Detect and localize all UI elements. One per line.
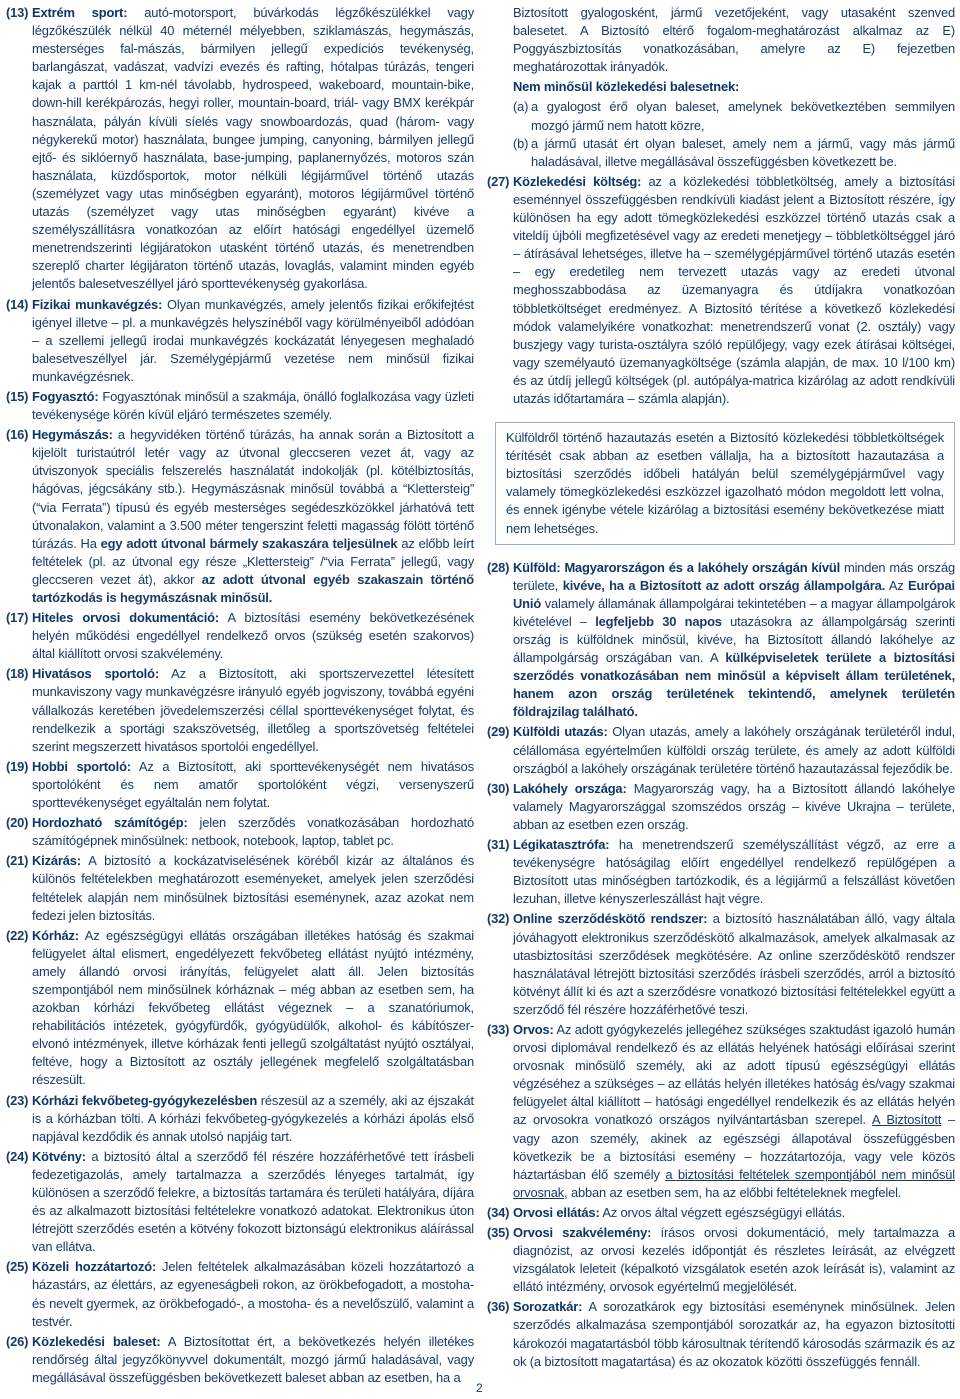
term: Kórházi fekvőbeteg-gyógykezelésben: [32, 1092, 258, 1108]
item-number: (30): [487, 780, 510, 796]
definition-text: Olyan utazás, amely a lakóhely országának területéről indul, célállomása egyértelműen külföldi ország területe, és amely az adott külföldi országból a lakóhely országának területére történő hazautazással fejeződik be.: [513, 724, 956, 776]
definition-13: [6, 4, 474, 294]
term: Közlekedési baleset:: [32, 1333, 161, 1349]
definition-36: [487, 1298, 955, 1370]
term: Külföld: Magyarországon és a lakóhely országán kívül: [513, 559, 841, 575]
item-number: (15): [6, 388, 29, 404]
definition-20: [6, 814, 474, 850]
definition-28: [487, 559, 955, 722]
definition-text: A Biztosítottat ért, a bekövetkezés helyén illetékes rendőrség által jegyzőkönyvvel dokumentált, mozgó jármű haladásával, vagy megállásával összefüggésben bekövetkezett baleset abban az esetben, ha a: [32, 1333, 474, 1385]
item-number: (17): [6, 610, 29, 626]
item-number: (34): [487, 1204, 510, 1220]
term: Extrém sport:: [32, 5, 128, 20]
item-number: (23): [6, 1092, 29, 1108]
definition-text: Az a Biztosított, aki sportszervezettel létesített munkaviszony vagy munkavégzésre irányuló egyéb jogviszony, továbbá egyéni vállalkozás keretében jövedelemszerzési céllal sporttevékenységet folytat, és rendelkezik a sportági szakszövetség, illetőleg a sportszövetség feltételei szerint megszerzett hivatásos sportolói engedéllyel.: [32, 666, 474, 754]
term: Fogyasztó:: [32, 388, 99, 404]
exclusion-heading: Nem minősül közlekedési balesetnek:: [513, 79, 740, 95]
definition-text: Olyan munkavégzés, amely jelentős fizikai erőkifejtést igényel illetve – pl. a munkavégzés helyszínéből vagy körülményeiből adódóan – a szellemi jellegű irodai munkavégzés kockázatát lényegesen meghaladó balesetveszéllyel jár. Személygépjármű vezetése nem minősül fizikai munkavégzésnek.: [32, 296, 474, 384]
item-number: (25): [6, 1259, 29, 1275]
bold-clause: Európai Unió: [513, 577, 955, 611]
item-number: (13): [6, 5, 29, 20]
definition-35: [487, 1224, 955, 1296]
item-number: (36): [487, 1299, 510, 1315]
definition-text: A biztosító a kockázatviselésének köréből kizár az általános és különös feltételekben meghatározott eseményeket, amelyek jelen szerződési feltételek alapján nem minősülnek biztosítási eseménynek, azaz azokat nem fedezi jelen biztosítás.: [32, 853, 474, 923]
definition-text: minden más ország területe,: [513, 559, 955, 593]
sub-text: a gyalogost érő olyan baleset, amelynek bekövetkeztében semmilyen mozgó jármű nem hatott közre,: [531, 99, 955, 133]
term: Hiteles orvosi dokumentáció:: [32, 610, 220, 626]
definition-27: [487, 173, 955, 408]
term: Online szerződéskötő rendszer:: [513, 911, 708, 927]
item-number: (24): [6, 1148, 29, 1164]
definition-text: Az egészségügyi ellátás országában illetékes hatóság és szakmai felügyelet által elismert, engedélyezett fekvőbeteg ellátást nyújtó intézmény, amely állandó orvosi irányítás, felügyelet alatt áll. Jelen biztosítás szempontjából nem minősülnek kórháznak – még abban az esetben sem, ha azokban kórházi fekvőbeteg ellátást végeznek – a szanatóriumok, rehabilitációs intézetek, gyógyfürdők, gyógyüdülők, alkohol- és kábítószer-elvonó intézmények, illetve kórházak fenti jellegű szolgáltatást nyújtó osztályai, feltéve, hogy a Biztosított az osztály jellegének megfelelő szolgáltatásban részesült.: [32, 927, 474, 1088]
underlined-clause: a biztosítási feltételek szempontjából nem minősül orvosnak: [513, 1166, 955, 1200]
definition-text: Biztosított gyalogosként, jármű vezetőjeként, vagy utasaként szenved balesetet. A Biztosító eltérő fogalom-meghatározást alkalmaz az E) Poggyászbiztosítás vonatkozásában, amelyre az E) fejezetben meghatározottak irányadók.: [513, 5, 955, 75]
term: Hordozható számítógép:: [32, 815, 188, 831]
definition-text: Az: [885, 577, 909, 593]
definition-14: [6, 296, 474, 386]
term: Kizárás:: [32, 853, 81, 869]
definition-text: a biztosító használatában álló, vagy általa jóváhagyott elektronikus szerződéskötő alkalmazások, amelyek alkalmasak az utasbiztosítási szerződések megkötésére. Az online szerződéskötő rendszer használatával létrejött biztosítási szerződés írásbeli szerződés, arról a biztosító kötvényt állít ki és azt a szerződésre vonatkozó biztosítási feltételekkel együtt a szerződő fél részére hozzáférhetővé teszi.: [513, 911, 955, 1017]
exclusion-item-b: [513, 135, 955, 171]
definition-text: Magyarország vagy, ha a Biztosított állandó lakóhelye valamely Magyarországgal szomszédos ország – kivéve Ukrajna – területe, abban az esetben ezen ország.: [513, 780, 955, 832]
definition-18: [6, 665, 474, 755]
definition-text: – vagy azon személy, akinek az egészségi állapotával összefüggésben következik be a biztosítási esemény – hozzátartozója, vagy vele közös háztartásban élő személy: [513, 1112, 956, 1182]
sub-label: (a): [513, 99, 529, 115]
definition-text: a hegyvidéken történő túrázás, ha annak során a Biztosított a kijelölt turistaútról letér vagy az útvonal gleccseren vezet át, vagy az útviszonyok speciális felszerelés használatát indokolják (pl. kötélbiztosítás, hágóvas, jégcsákány stb.). Hegymászásnak minősül továbbá a “Klettersteig” (“via Ferrata”) típusú és egyéb mesterséges segédeszközökkel járhatóvá tett útvonalakon, valamint a 3.500 méter tengerszint feletti magasság fölött történő túrázás. Ha: [32, 427, 474, 551]
definition-text: Az a Biztosított, aki sporttevékenységét nem hivatásos sportolóként és nem amatőr sportolóként végzi, versenyszerű sporttevékenységet egyáltalán nem folytat.: [32, 758, 474, 811]
bold-clause: egy adott útvonal bármely szakaszára teljesülnek: [100, 535, 398, 551]
definition-33: [487, 1021, 955, 1202]
definition-25: [6, 1258, 474, 1330]
definition-21: [6, 852, 474, 924]
term: Hivatásos sportoló:: [32, 666, 159, 682]
definition-text: Jelen feltételek alkalmazásában közeli hozzátartozó a házastárs, az élettárs, az egyeneságbeli rokon, az örökbefogadott, a mostoha- és nevelt gyermek, az örökbefogadó-, a mostoha- és a nevelőszülő, valamint a testvér.: [32, 1259, 474, 1329]
item-number: (21): [6, 853, 29, 869]
left-column: [6, 4, 474, 1389]
definition-15: [6, 388, 474, 424]
right-column: [487, 4, 955, 1373]
definition-29: [487, 723, 955, 777]
item-number: (33): [487, 1021, 510, 1037]
definition-26: [6, 1333, 474, 1387]
notice-box: [495, 422, 955, 545]
definition-text: a biztosító által a szerződő fél részére hozzáférhetővé tett írásbeli fedezetigazolás, amely tartalmazza a szerződés lényeges tartalmát, így különösen a szerződő felekre, a biztosítás tartamára és területi hatályára, díjára és az alkalmazott biztosítási feltételekre vonatkozó adatokat. Elektronikus úton létrejött szerződés esetén a kötvény fokozott biztonságú elektronikus aláírással van ellátva.: [32, 1148, 474, 1255]
definition-31: [487, 836, 955, 908]
term: Kórház:: [32, 927, 79, 943]
definition-text: Fogyasztónak minősül a szakmája, önálló foglalkozása vagy üzleti tevékenysége körén kívül eljáró természetes személy.: [32, 388, 474, 423]
definition-text: valamely államának állampolgárai tekintetében – a magyar állampolgárok kivételével –: [513, 595, 955, 629]
item-number: (19): [6, 758, 29, 774]
item-number: (20): [6, 815, 29, 831]
term: Orvosi szakvélemény:: [513, 1225, 652, 1240]
definition-text: részesül az a személy, aki az éjszakát is a kórházban tölti. A kórházi fekvőbeteg-gyógykezelés a kórházi ápolás első napjával kezdődik és annak utolsó napjáig tart.: [32, 1092, 474, 1144]
item-number: (26): [6, 1333, 29, 1349]
definition-19: [6, 758, 474, 812]
item-number: (28): [487, 559, 510, 575]
item-number: (32): [487, 911, 510, 927]
term: Légikatasztrófa:: [513, 837, 610, 853]
page-number: 2: [476, 1381, 483, 1395]
sub-label: (b): [513, 135, 529, 151]
bold-clause: legfeljebb 30 napos: [595, 613, 722, 629]
term: Fizikai munkavégzés:: [32, 296, 163, 312]
item-number: (22): [6, 927, 29, 943]
definition-16: [6, 426, 474, 607]
term: Lakóhely országa:: [513, 780, 627, 796]
definition-text: A biztosítási esemény bekövetkezésének helyén működési engedéllyel rendelkező orvos (szükség esetén szakorvos) által kiállított orvosi szakvélemény.: [32, 610, 474, 662]
bold-clause: kivéve, ha a Biztosított az adott ország állampolgára.: [562, 577, 886, 593]
item-number: (35): [487, 1225, 510, 1240]
item-number: (14): [6, 296, 29, 312]
definition-text: az a közlekedési többletköltség, amely a biztosítási eseménnyel összefüggésben rendkívüli kiadást jelent a Biztosított részére, így különösen ha egy adott tömegközlekedési eszközzel történő utazás csak a viteldíj újbóli megfizetésével vagy az eredeti menetjegy – többletköltséggel járó – átírásával lehetséges, illetve ha – személygépjárművel történő utazás esetén – egy eredetileg nem tervezett utazás vagy az eredeti útvonal meghosszabbodása az üzemanyagra és útdíjakra vonatkozóan többletköltséget eredményez. A Biztosító térítése a következő közlekedési módok valamelyikére vonatkozhat: menetrendszerű vonat (2. osztály) vagy buszjegy vagy turista-osztályra szóló repülőjegy, vagy ezek átírásai költségei, vagy személyautó üzemanyagköltsége (számla alapján, de max. 10 l/100 km) és az útdíj jellegű költségek (pl. autópálya-matrica kizárólag az adott rendkívüli utazás időtartamára – számla alapján).: [513, 173, 955, 406]
item-number: (27): [487, 173, 510, 189]
definition-text: Az adott gyógykezelés jellegéhez szükséges szaktudást igazoló humán orvosi diplomával rendelkező és az ellátás helyének hatósági előírásai szerint orvosnak minősülő személy, aki az adott típusú egészségügyi ellátás végzéséhez a szükséges – az ellátás helyén illetékes hatóság és/vagy szakmai felügyelet által kiállított – hatósági engedéllyel rendelkezik és az ellátás helyén az orvosokra vonatkozó országos nyilvántartásban szerepel.: [513, 1021, 955, 1128]
term: Hegymászás:: [32, 427, 113, 443]
term: Kötvény:: [32, 1148, 86, 1164]
definition-23: [6, 1092, 474, 1146]
item-number: (29): [487, 724, 510, 740]
exclusion-item-a: [513, 98, 955, 134]
bold-clause: az adott útvonal egyéb szakaszain történő tartózkodás is hegymászásnak minősül.: [32, 571, 474, 605]
definition-30: [487, 780, 955, 834]
definition-17: [6, 609, 474, 663]
definition-text: utazásokra az állampolgárság szerinti ország is külföldnek minősül, kivéve, ha Biztosított állandó lakóhelye az állampolgárság országában van. A: [513, 613, 955, 666]
term: Hobbi sportoló:: [32, 758, 131, 774]
item-number: (31): [487, 837, 510, 853]
term: Sorozatkár:: [513, 1299, 583, 1315]
definition-text: Az orvos által végzett egészségügyi ellátás.: [599, 1204, 846, 1220]
item-number: (18): [6, 666, 29, 682]
definition-text: A sorozatkárok egy biztosítási eseménynek minősülnek. Jelen szerződés alkalmazása szempontjából sorozatkár az, ha egyazon biztosítotti károkozói magatartásból több károsultnak térítendő károsodás származik és az ok (a biztosított magatartása) és az okozatok közötti összefüggés fennáll.: [513, 1299, 955, 1369]
term: Közeli hozzátartozó:: [32, 1259, 157, 1275]
definition-24: [6, 1148, 474, 1257]
sub-text: a jármű utasát ért olyan baleset, amely nem a jármű, vagy más jármű haladásával, illetve megállásával összefüggésben következett be.: [531, 135, 955, 169]
definition-22: [6, 927, 474, 1090]
definition-text: , abban az esetben sem, ha az előbbi feltételeknek megfelel.: [564, 1184, 902, 1200]
term: Közlekedési költség:: [513, 173, 642, 189]
definition-26-continued: [487, 4, 955, 76]
definition-text: ha menetrendszerű személyszállítást végző, az erre a tevékenységre hatóságilag előírt engedéllyel rendelkező repülőgépen a Biztosított utas minőségben tartózkodik, és a légijármű a felszállást követően lezuhan, illetve kényszerleszállást hajt végre.: [513, 837, 955, 907]
definition-text: jelen szerződés vonatkozásában hordozható számítógépnek minősülnek: netbook, notebook, laptop, tablet pc.: [32, 815, 474, 849]
term: Orvos:: [513, 1021, 554, 1037]
definition-32: [487, 910, 955, 1019]
bold-clause: külképviseletek területe a biztosítási szerződés vonatkozásában nem minősül a képviselt állam területének, hanem azon ország területének tekintendő, amelynek területén földrajzilag található.: [513, 650, 955, 720]
term: Orvosi ellátás:: [513, 1204, 600, 1220]
definition-34: [487, 1204, 955, 1222]
notice-text: Külföldről történő hazautazás esetén a Biztosító közlekedési többletköltségek térítését csak abban az esetben vállalja, ha a biztosított hazautazása a biztosítási szerződés időbeli hatályán belül személygépjárművel vagy valamely tömegközlekedési eszközzel igazolható módon megoldott lett volna, és ennek igénybe vétele kizárólag a biztosítási esemény bekövetkezése miatt nem lehetséges.: [506, 430, 944, 536]
definition-text: autó-motorsport, búvárkodás légzőkészülékkel vagy légzőkészülék nélkül 40 méternél mélyebben, sziklamászás, hegymászás, mesterséges fal-mászás, bármilyen jellegű expedíciós tevékenység, barlangászat, vadászat, vadvízi evezés és rafting, hótalpas túrázás, tengeri kajak a parttól 1 km-nél távolabb, hydrospeed, wakeboard, mountain-bike, down-hill kerékpározás, hegyi roller, mountain-board, triál- vagy BMX kerékpár használata, pályán kívüli síelés vagy snowboardozás, quad (három- vagy négykerekű motor) használata, bungee jumping, canyoning, bármilyen jellegű ejtő- és siklóernyő használata, base-jumping, paplanernyőzés, motoros szán használata, küzdősportok, motor nélküli légijárművel történő utazás (személyzet vagy utas minőségben egyaránt), motoros légijárművel történő utazás (személyzet vagy utas minőségben egyaránt) kivéve a személyszállításra vonatkozóan az előírt hatósági engedéllyel üzemelő menetrendszerinti légijáratokon utasként történő utazás, és menetrendben szereplő charter légijáraton történő utazás, lovaglás, valamint minden egyéb jelentős balesetveszéllyel járó sporttevékenység gyakorlása.: [32, 5, 474, 292]
item-number: (16): [6, 427, 29, 443]
term: Külföldi utazás:: [513, 724, 608, 740]
definition-text: az előbb leírt feltételek (pl. az útvonal egy része „Klettersteig” /“via Ferrata” jellegű, vagy gleccseren vezet át), akkor: [32, 535, 475, 587]
underlined-clause: A Biztosított: [871, 1112, 942, 1128]
definition-text: írásos orvosi dokumentáció, mely tartalmazza a diagnózist, az orvosi kezelés időpontját és részletes leírását, az elvégzett vizsgálatok leleteit (képalkotó vizsgálatok esetén azok leírását is), valamint az ellátó intézmény, orvosok egyértelmű megjelölését.: [513, 1225, 955, 1295]
exclusion-list: [487, 98, 955, 170]
